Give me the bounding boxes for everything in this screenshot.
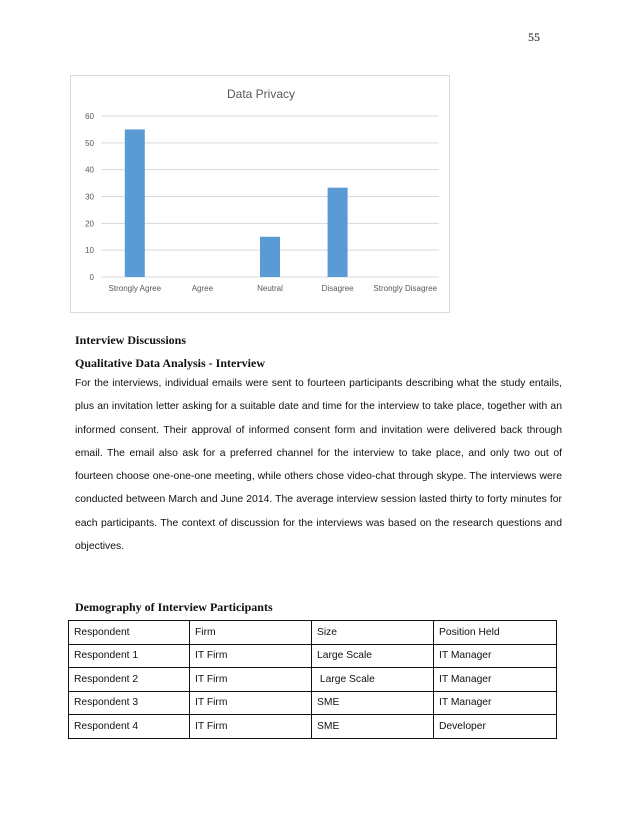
table-row bbox=[69, 644, 557, 668]
y-tick-label: 50 bbox=[85, 138, 94, 148]
table-cell: IT Firm bbox=[190, 691, 312, 715]
x-tick-label: Strongly Disagree bbox=[373, 284, 437, 293]
data-privacy-chart bbox=[70, 75, 450, 313]
interview-paragraph: For the interviews, individual emails were sent to fourteen participants describing what the study entails, plus an invitation letter asking for a suitable date and time for the interview to take place, together with an informed consent. Their approval of informed consent form and invitation were delivered back through email. The email also ask for a preferred channel for the interview to take place, and only two out of fourteen choose one-one-one meeting, while others chose video-chat through skype. The interviews were conducted between March and June 2014. The average interview session lasted thirty to forty minutes for each participants. The context of discussion for the interviews was based on the research questions and objectives. bbox=[75, 378, 562, 553]
table-row bbox=[69, 691, 557, 715]
table-cell: Respondent 4 bbox=[69, 715, 190, 739]
table-header-row bbox=[69, 621, 557, 645]
x-tick-label: Neutral bbox=[257, 284, 283, 293]
bar-disagree bbox=[328, 188, 348, 277]
table-row bbox=[69, 715, 557, 739]
table-cell: IT Firm bbox=[190, 668, 312, 692]
x-tick-label: Strongly Agree bbox=[108, 284, 162, 293]
page-number: 55 bbox=[528, 30, 540, 44]
interview-discussions-heading: Interview Discussions bbox=[75, 333, 187, 347]
chart-title: Data Privacy bbox=[226, 87, 296, 101]
y-tick-label: 10 bbox=[85, 246, 94, 256]
header-cell: Firm bbox=[190, 621, 312, 645]
bar-strongly-agree bbox=[125, 129, 145, 277]
bar-neutral bbox=[260, 237, 280, 277]
header-cell: Position Held bbox=[434, 621, 557, 645]
qualitative-analysis-heading: Qualitative Data Analysis - Interview bbox=[75, 356, 265, 370]
table-cell: SME bbox=[312, 691, 434, 715]
chart-canvas bbox=[71, 76, 451, 314]
table-cell: IT Manager bbox=[434, 644, 557, 668]
table-row bbox=[69, 668, 557, 692]
x-tick-label: Disagree bbox=[321, 284, 354, 293]
y-tick-label: 20 bbox=[85, 219, 94, 229]
demography-table bbox=[68, 620, 557, 739]
table-cell: IT Firm bbox=[190, 644, 312, 668]
table-cell: IT Firm bbox=[190, 715, 312, 739]
table-cell: Large Scale bbox=[312, 668, 434, 692]
table-cell: Large Scale bbox=[312, 644, 434, 668]
y-tick-label: 40 bbox=[85, 165, 94, 175]
demography-heading: Demography of Interview Participants bbox=[75, 600, 273, 614]
y-tick-label: 0 bbox=[89, 273, 94, 282]
table-cell: IT Manager bbox=[434, 668, 557, 692]
table-cell: Developer bbox=[434, 715, 557, 739]
table-cell: Respondent 1 bbox=[69, 644, 190, 668]
table-cell: Respondent 2 bbox=[69, 668, 190, 692]
table-cell: IT Manager bbox=[434, 691, 557, 715]
table-cell: SME bbox=[312, 715, 434, 739]
x-tick-label: Agree bbox=[191, 284, 214, 293]
y-tick-label: 30 bbox=[85, 192, 94, 202]
y-tick-label: 60 bbox=[85, 112, 94, 121]
header-cell: Respondent bbox=[69, 621, 190, 645]
table-cell: Respondent 3 bbox=[69, 691, 190, 715]
header-cell: Size bbox=[312, 621, 434, 645]
